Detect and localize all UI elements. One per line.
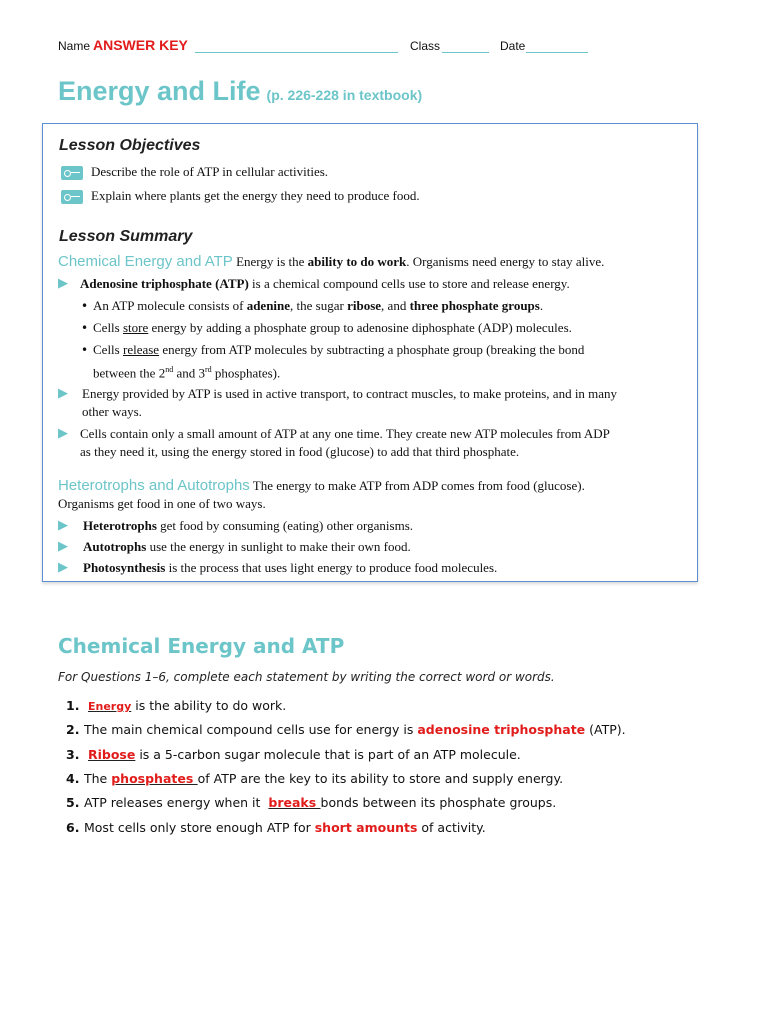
dot-bullet-icon: •	[81, 299, 89, 313]
triangle-bullet-icon: ▶	[58, 518, 68, 533]
date-line	[526, 52, 588, 53]
het-intro: Heterotrophs and Autotrophs The energy to make ATP from ADP comes from food (glucose).	[58, 477, 585, 494]
question-4: 4. The phosphates of ATP are the key to its ability to store and supply energy.	[66, 771, 564, 786]
chem-heading: Chemical Energy and ATP	[58, 253, 233, 270]
triangle-bullet-icon: ▶	[58, 426, 68, 441]
question-1: 1. Energy is the ability to do work.	[66, 698, 287, 713]
photosynthesis-line: Photosynthesis is the process that uses light energy to produce food molecules.	[83, 560, 498, 575]
autotrophs-line: Autotrophs use the energy in sunlight to make their own food.	[83, 539, 411, 554]
name-label: Name	[58, 39, 91, 53]
het-heading: Heterotrophs and Autotrophs	[58, 477, 250, 494]
lesson-box	[42, 123, 698, 582]
triangle-bullet-icon: ▶	[58, 386, 68, 401]
answer-4: phosphates	[111, 771, 198, 786]
release-line: Cells release energy from ATP molecules by subtracting a phosphate group (breaking the bond	[93, 342, 585, 357]
class-label: Class	[410, 39, 441, 53]
atp-small-amount: Cells contain only a small amount of ATP at any one time. They create new ATP molecules from ADP as they need it, using the energy stored in food (glucose) to add that third phosphate.	[80, 426, 610, 459]
triangle-bullet-icon: ▶	[58, 560, 68, 575]
question-6: 6. Most cells only store enough ATP for short amounts of activity.	[66, 820, 486, 835]
section-title: Chemical Energy and ATP	[58, 634, 345, 658]
summary-heading: Lesson Summary	[59, 228, 193, 245]
answer-6: short amounts	[314, 820, 418, 835]
answer-1: Energy	[87, 700, 132, 713]
title-main: Energy and Life	[58, 76, 261, 106]
het-intro-2: Organisms get food in one of two ways.	[58, 496, 266, 511]
question-5: 5. ATP releases energy when it breaks bonds between its phosphate groups.	[66, 795, 557, 810]
name-line	[195, 52, 398, 53]
dot-bullet-icon: •	[81, 321, 89, 335]
class-line	[442, 52, 489, 53]
chem-intro: Chemical Energy and ATP Energy is the ability to do work. Organisms need energy to stay alive.	[58, 253, 605, 270]
objective-1: Describe the role of ATP in cellular activities.	[91, 164, 329, 179]
date-label: Date	[500, 39, 526, 53]
key-icon	[61, 166, 83, 180]
key-icon	[61, 190, 83, 204]
question-3: 3. Ribose is a 5-carbon sugar molecule that is part of an ATP molecule.	[66, 747, 521, 762]
triangle-bullet-icon: ▶	[58, 276, 68, 291]
store-line: Cells store energy by adding a phosphate group to adenosine diphosphate (ADP) molecules.	[93, 320, 572, 335]
objective-2: Explain where plants get the energy they need to produce food.	[91, 188, 420, 203]
atp-def: Adenosine triphosphate (ATP) is a chemical compound cells use to store and release energy.	[80, 276, 570, 291]
molecule-line: An ATP molecule consists of adenine, the sugar ribose, and three phosphate groups.	[93, 298, 544, 313]
title-ref: (p. 226-228 in textbook)	[266, 87, 423, 103]
atp-usage: Energy provided by ATP is used in active transport, to contract muscles, to make proteins, and in many other ways.	[82, 386, 618, 419]
worksheet-header	[58, 37, 718, 57]
question-2: 2. The main chemical compound cells use for energy is adenosine triphosphate (ATP).	[66, 722, 626, 737]
triangle-bullet-icon: ▶	[58, 539, 68, 554]
objectives-heading: Lesson Objectives	[59, 137, 201, 154]
page-title	[58, 76, 422, 107]
answer-2: adenosine triphosphate	[417, 722, 586, 737]
name-value: ANSWER KEY	[93, 37, 188, 53]
answer-5: breaks	[268, 795, 321, 810]
release-line-2: between the 2nd and 3rd phosphates).	[93, 365, 281, 381]
dot-bullet-icon: •	[81, 343, 89, 357]
instructions: For Questions 1–6, complete each statement by writing the correct word or words.	[58, 670, 555, 684]
heterotrophs-line: Heterotrophs get food by consuming (eating) other organisms.	[83, 518, 414, 533]
answer-3: Ribose	[87, 747, 136, 762]
